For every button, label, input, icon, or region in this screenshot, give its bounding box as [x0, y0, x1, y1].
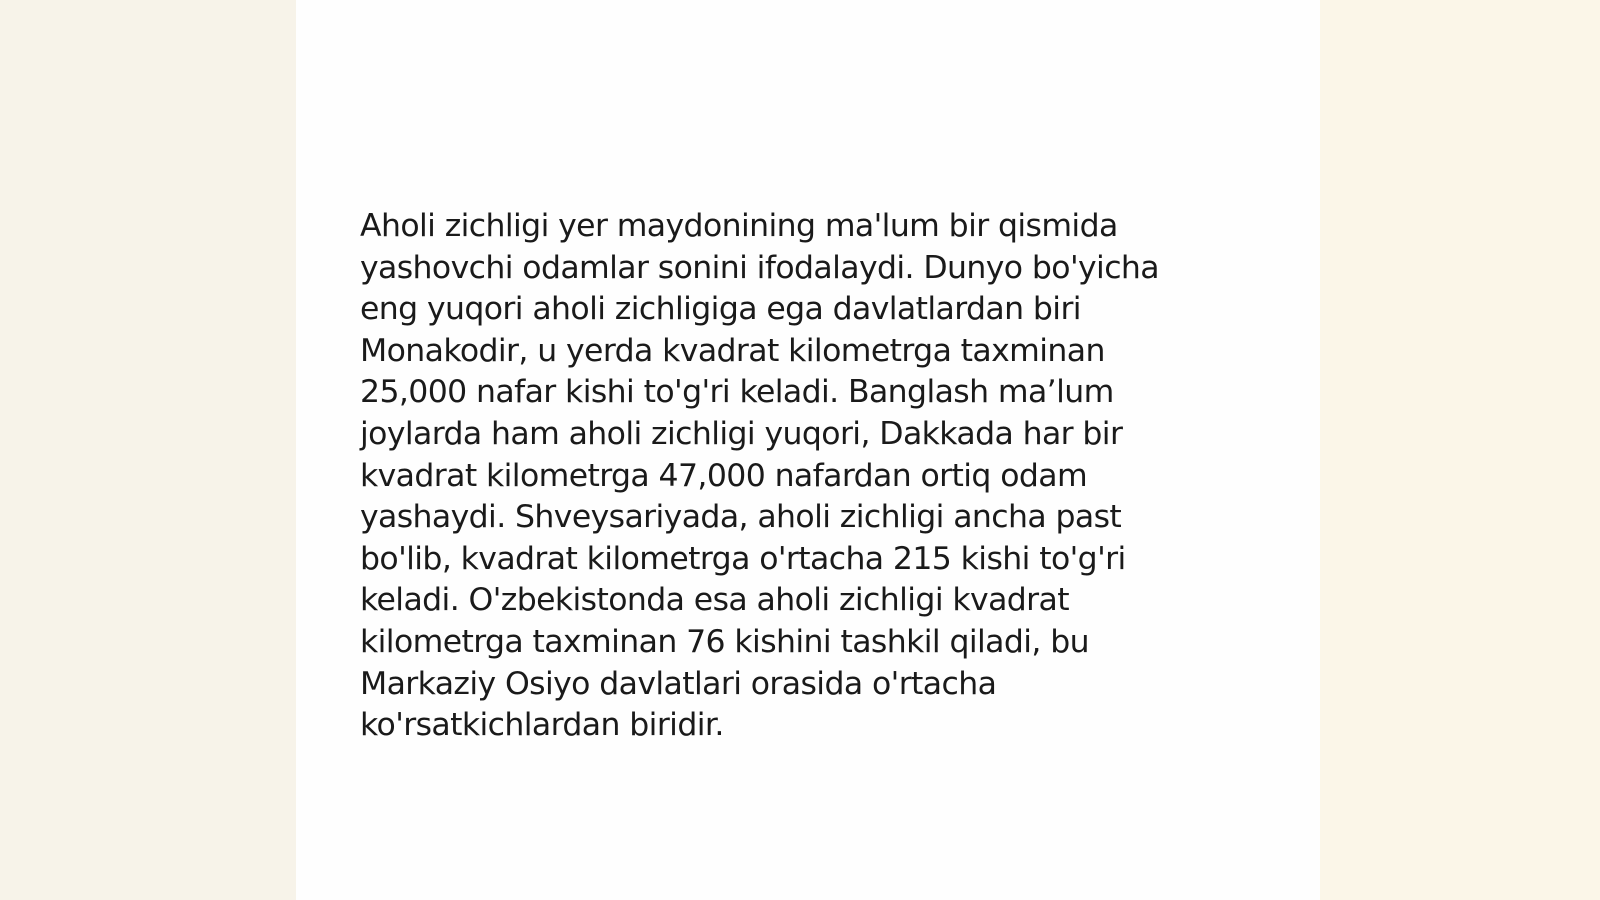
paragraph-line: bo'lib, kvadrat kilometrga o'rtacha 215 kishi to'g'ri [360, 540, 1126, 577]
right-margin-background [1320, 0, 1600, 900]
paragraph-line: keladi. O'zbekistonda esa aholi zichligi kvadrat [360, 582, 1069, 619]
paragraph-line: Markaziy Osiyo davlatlari orasida o'rtacha [360, 665, 997, 702]
document-sheet [296, 0, 1320, 900]
paragraph-line: ko'rsatkichlardan biridir. [360, 707, 724, 744]
paragraph-line: kvadrat kilometrga 47,000 nafardan ortiq odam [360, 457, 1088, 494]
paragraph-line: kilometrga taxminan 76 kishini tashkil qiladi, bu [360, 623, 1089, 660]
paragraph-line: yashovchi odamlar sonini ifodalaydi. Dunyo bo'yicha [360, 249, 1159, 286]
left-margin-background [0, 0, 296, 900]
paragraph-line: Monakodir, u yerda kvadrat kilometrga taxminan [360, 332, 1105, 369]
paragraph-line: joylarda ham aholi zichligi yuqori, Dakkada har bir [360, 415, 1123, 452]
paragraph-line: yashaydi. Shveysariyada, aholi zichligi ancha past [360, 499, 1122, 536]
paragraph-line: Aholi zichligi yer maydonining ma'lum bir qismida [360, 208, 1118, 244]
paragraph-line: eng yuqori aholi zichligiga ega davlatlardan biri [360, 291, 1081, 328]
body-paragraph [360, 206, 1230, 747]
paragraph-line: 25,000 nafar kishi to'g'ri keladi. Banglash ma’lum [360, 374, 1114, 411]
